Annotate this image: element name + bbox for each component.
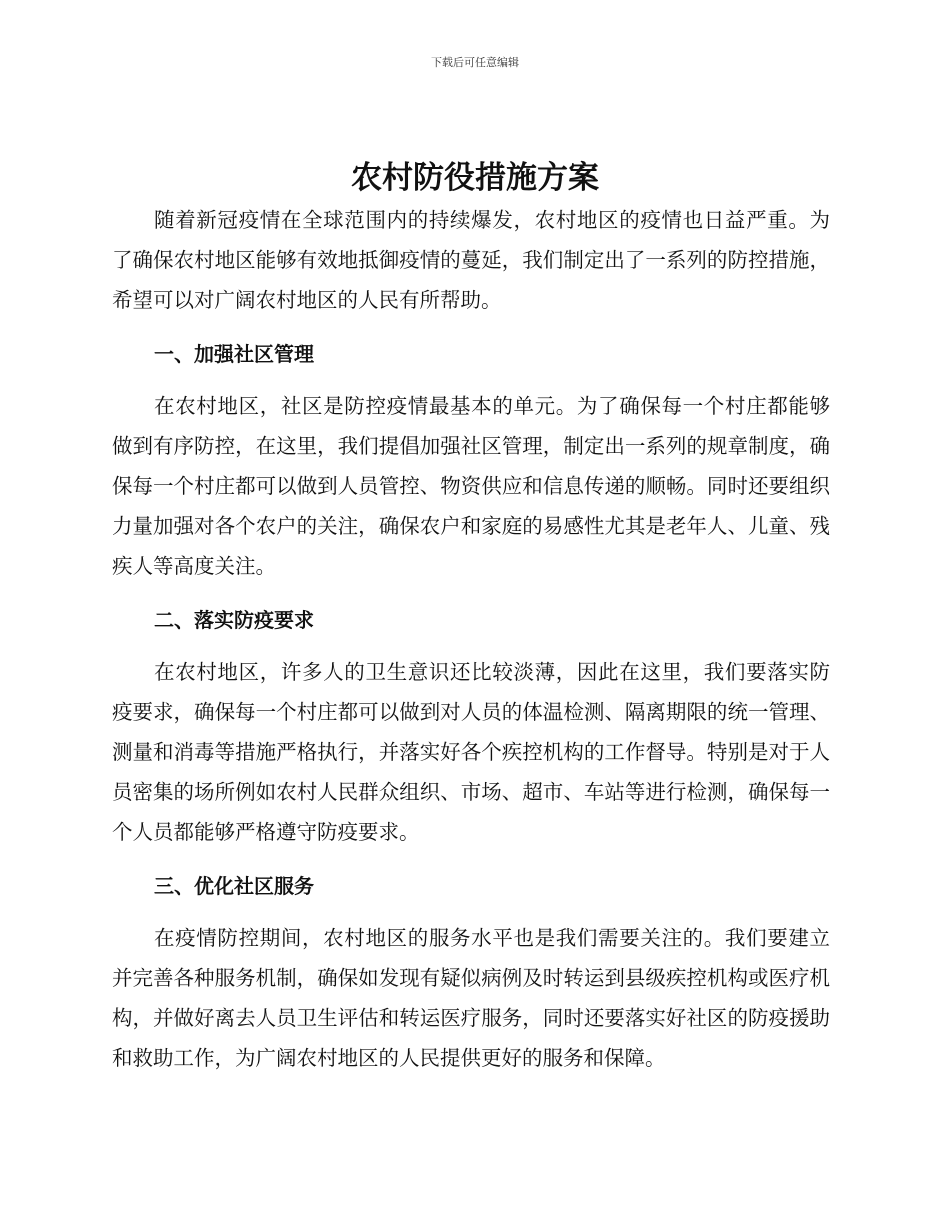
document-body: [112, 200, 830, 1078]
document-title: 农村防役措施方案: [351, 160, 599, 196]
section-body-2: 在农村地区，许多人的卫生意识还比较淡薄，因此在这里，我们要落实防疫要求，确保每一个村庄都可以做到对人员的体温检测、隔离期限的统一管理、测量和消毒等措施严格执行，并落实好各个疾控机构的工作督导。特别是对于人员密集的场所例如农村人民群众组织、市场、超市、车站等进行检测，确保每一个人员都能够严格遵守防疫要求。: [112, 660, 830, 844]
section-body-1: 在农村地区，社区是防控疫情最基本的单元。为了确保每一个村庄都能够做到有序防控，在这里，我们提倡加强社区管理，制定出一系列的规章制度，确保每一个村庄都可以做到人员管控、物资供应和信息传递的顺畅。同时还要组织力量加强对各个农户的关注，确保农户和家庭的易感性尤其是老年人、儿童、残疾人等高度关注。: [112, 394, 830, 578]
section-heading-1: 一、加强社区管理: [154, 342, 314, 366]
intro-paragraph: 随着新冠疫情在全球范围内的持续爆发，农村地区的疫情也日益严重。为了确保农村地区能够有效地抵御疫情的蔓延，我们制定出了一系列的防控措施，希望可以对广阔农村地区的人民有所帮助。: [112, 208, 830, 312]
section-heading-2: 二、落实防疫要求: [154, 608, 314, 632]
section-heading-3: 三、优化社区服务: [154, 874, 314, 898]
section-body-3: 在疫情防控期间，农村地区的服务水平也是我们需要关注的。我们要建立并完善各种服务机制，确保如发现有疑似病例及时转运到县级疾控机构或医疗机构，并做好离去人员卫生评估和转运医疗服务，同时还要落实好社区的防疫援助和救助工作，为广阔农村地区的人民提供更好的服务和保障。: [112, 926, 830, 1070]
page-header-note: 下载后可任意编辑: [431, 56, 519, 69]
